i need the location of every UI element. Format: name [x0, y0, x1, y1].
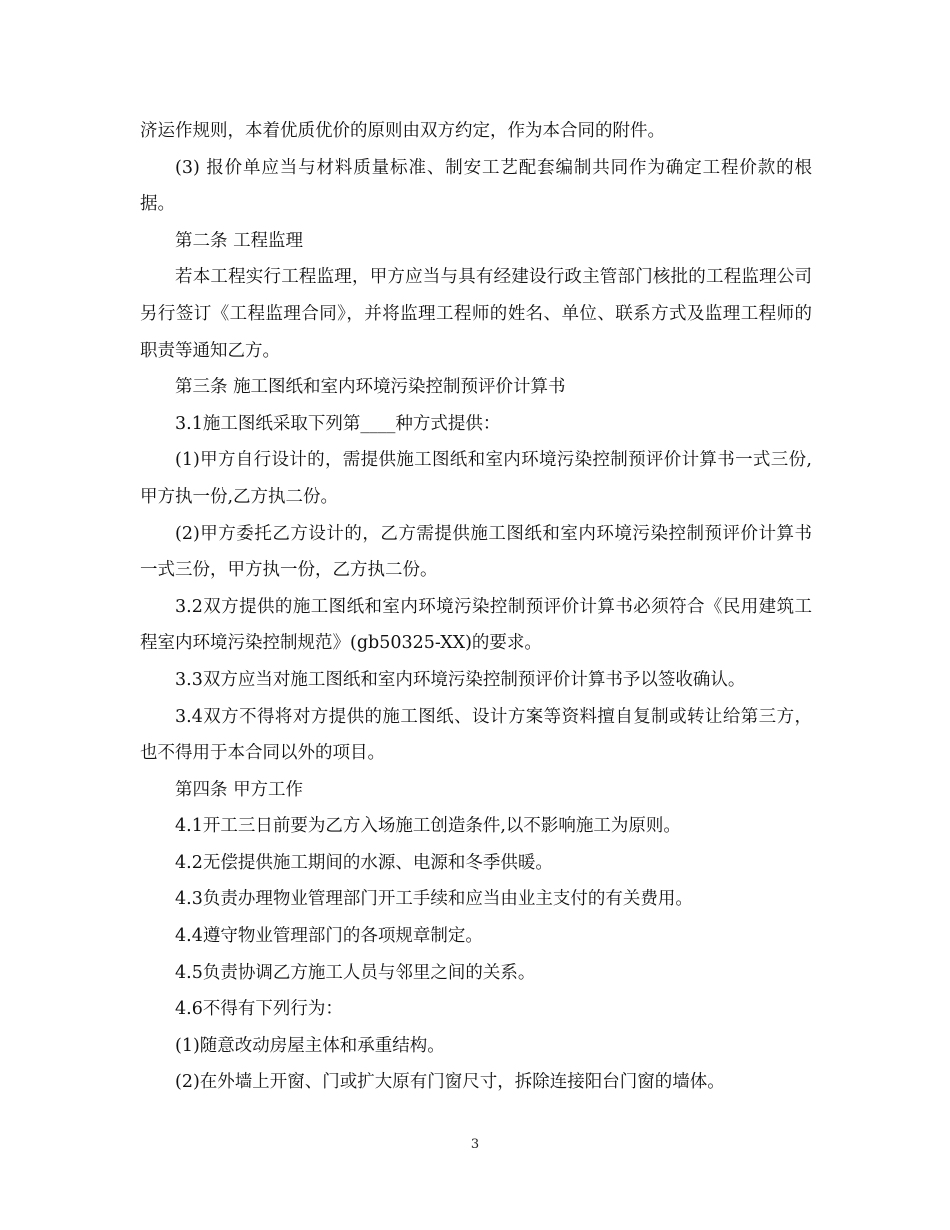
paragraph-2: (3) 报价单应当与材料质量标准、制安工艺配套编制共同作为确定工程价款的根据。 — [140, 157, 812, 215]
clause-3-1: 3.1施工图纸采取下列第____种方式提供： — [175, 413, 501, 434]
section-heading-4: 第四条 甲方工作 — [175, 779, 304, 800]
clause-4-6: 4.6不得有下列行为： — [175, 999, 343, 1020]
clause-3-2: 3.2双方提供的施工图纸和室内环境污染控制预评价计算书必须符合《民用建筑工程室内环境污染控制规范》(gb50325-XX)的要求。 — [140, 596, 812, 654]
clause-4-4: 4.4遵守物业管理部门的各项规章制定。 — [175, 926, 483, 947]
paragraph-1: 济运作规则，本着优质优价的原则由双方约定，作为本合同的附件。 — [140, 121, 665, 141]
clause-4-2: 4.2无偿提供施工期间的水源、电源和冬季供暖。 — [175, 852, 553, 873]
document-body — [140, 113, 812, 1101]
page-number: 3 — [470, 1137, 480, 1152]
paragraph-4: 若本工程实行工程监理，甲方应当与具有经建设行政主管部门核批的工程监理公司另行签订《工程监理合同》，并将监理工程师的姓名、单位、联系方式及监理工程师的职责等通知乙方。 — [140, 267, 812, 361]
section-heading-3: 第三条 施工图纸和室内环境污染控制预评价计算书 — [175, 377, 566, 398]
clause-3-4: 3.4双方不得将对方提供的施工图纸、设计方案等资料擅自复制或转让给第三方，也不得用于本合同以外的项目。 — [140, 706, 812, 764]
clause-4-1: 4.1开工三日前要为乙方入场施工创造条件,以不影响施工为原则。 — [175, 816, 681, 837]
clause-4-3: 4.3负责办理物业管理部门开工手续和应当由业主支付的有关费用。 — [175, 889, 693, 910]
clause-3-3: 3.3双方应当对施工图纸和室内环境污染控制预评价计算书予以签收确认。 — [175, 669, 746, 690]
clause-3-1-option-2: (2)甲方委托乙方设计的，乙方需提供施工图纸和室内环境污染控制预评价计算书一式三份，甲方执一份，乙方执二份。 — [140, 523, 812, 581]
clause-3-1-option-1: (1)甲方自行设计的，需提供施工图纸和室内环境污染控制预评价计算书一式三份,甲方执一份,乙方执二份。 — [140, 450, 812, 507]
clause-4-6-item-2: (2)在外墙上开窗、门或扩大原有门窗尺寸，拆除连接阳台门窗的墙体。 — [175, 1072, 725, 1093]
clause-4-6-item-1: (1)随意改动房屋主体和承重结构。 — [175, 1035, 445, 1056]
section-heading-2: 第二条 工程监理 — [175, 230, 304, 251]
clause-4-5: 4.5负责协调乙方施工人员与邻里之间的关系。 — [175, 962, 536, 983]
